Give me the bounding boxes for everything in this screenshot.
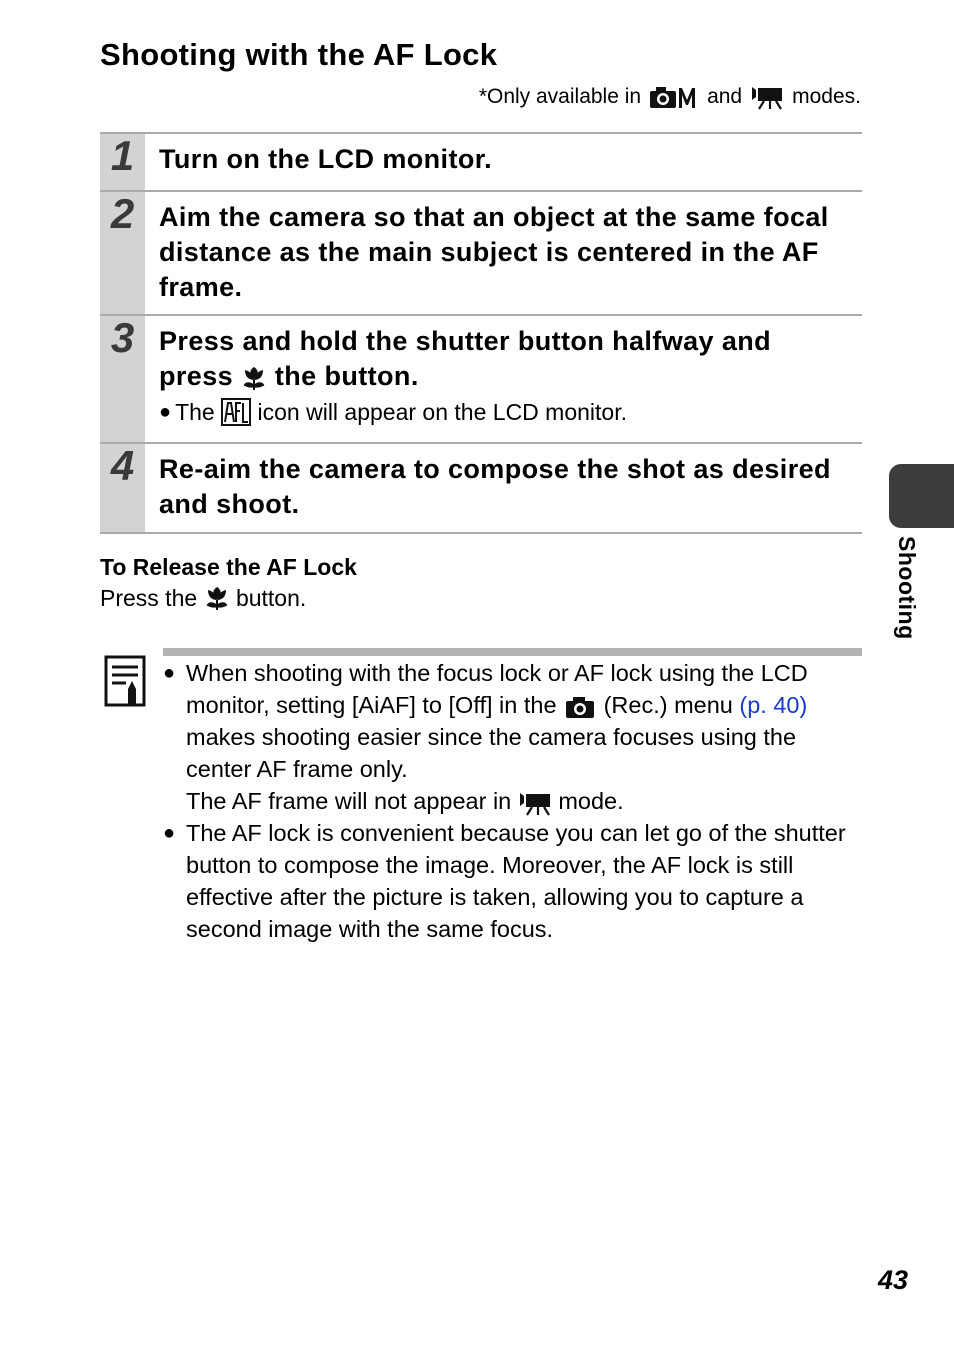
release-section [100, 552, 357, 614]
availability-suffix: modes. [792, 85, 861, 108]
note-line2-post: mode. [558, 788, 624, 814]
bullet-dot: ● [159, 400, 172, 423]
note-item [163, 817, 863, 945]
step-1 [100, 132, 862, 190]
step-heading: Re-aim the camera to compose the shot as desired and shoot. [159, 454, 831, 519]
afl-icon [221, 398, 251, 426]
camera-icon [563, 695, 597, 719]
page-number: 43 [878, 1265, 909, 1295]
note-text: The AF lock is convenient because you can let go of the shutter button to compose the image. Moreover, the AF lock is still effective after the picture is taken, allowing you to capture a second image with the same focus. [186, 820, 846, 942]
step-bullet [159, 398, 852, 426]
step-number: 2 [100, 192, 145, 314]
step-heading-post: the button. [274, 361, 419, 391]
movie-icon [518, 790, 552, 816]
notes-list [163, 657, 863, 945]
availability-prefix: *Only available in [478, 85, 642, 108]
note-divider [163, 648, 862, 656]
availability-middle: and [707, 85, 743, 108]
note-memo-icon [104, 655, 148, 709]
release-body-post: button. [235, 585, 307, 611]
section-tab [889, 464, 954, 528]
step-number: 3 [100, 316, 145, 442]
note-text-mid: (Rec.) menu [603, 692, 733, 718]
bullet-text-post: icon will appear on the LCD monitor. [257, 398, 627, 425]
note-line2-pre: The AF frame will not appear in [186, 788, 512, 814]
step-heading [159, 324, 852, 394]
step-3 [100, 314, 862, 442]
page-title: Shooting with the AF Lock [100, 37, 498, 72]
release-heading: To Release the AF Lock [100, 554, 357, 580]
steps-list [100, 132, 862, 534]
step-2 [100, 190, 862, 314]
page-reference-link[interactable]: (p. 40) [739, 692, 808, 718]
note-item [163, 657, 863, 817]
note-text-pre: When shooting with the focus lock or AF lock using the LCD monitor, setting [AiAF] to [Off] in the [186, 660, 808, 718]
release-body [100, 582, 357, 614]
release-body-pre: Press the [100, 585, 198, 611]
step-heading: Turn on the LCD monitor. [159, 144, 493, 174]
bullet-text-pre: The [175, 398, 215, 425]
step-4 [100, 442, 862, 534]
step-heading-pre: Press and hold the shutter button halfway and press [159, 326, 772, 391]
movie-icon [750, 84, 784, 110]
note-text-post: makes shooting easier since the camera focuses using the center AF frame only. [186, 724, 797, 782]
step-heading: Aim the camera so that an object at the same focal distance as the main subject is centered in the AF frame. [159, 202, 829, 302]
macro-flower-icon [204, 584, 230, 612]
mode-availability-note [479, 84, 861, 110]
camera-m-icon [649, 85, 699, 109]
step-number: 1 [100, 134, 145, 190]
macro-flower-icon [241, 364, 267, 392]
section-tab-label: Shooting [894, 536, 920, 640]
bullet-dot: ● [163, 822, 176, 844]
bullet-dot: ● [163, 662, 176, 684]
step-number: 4 [100, 444, 145, 532]
